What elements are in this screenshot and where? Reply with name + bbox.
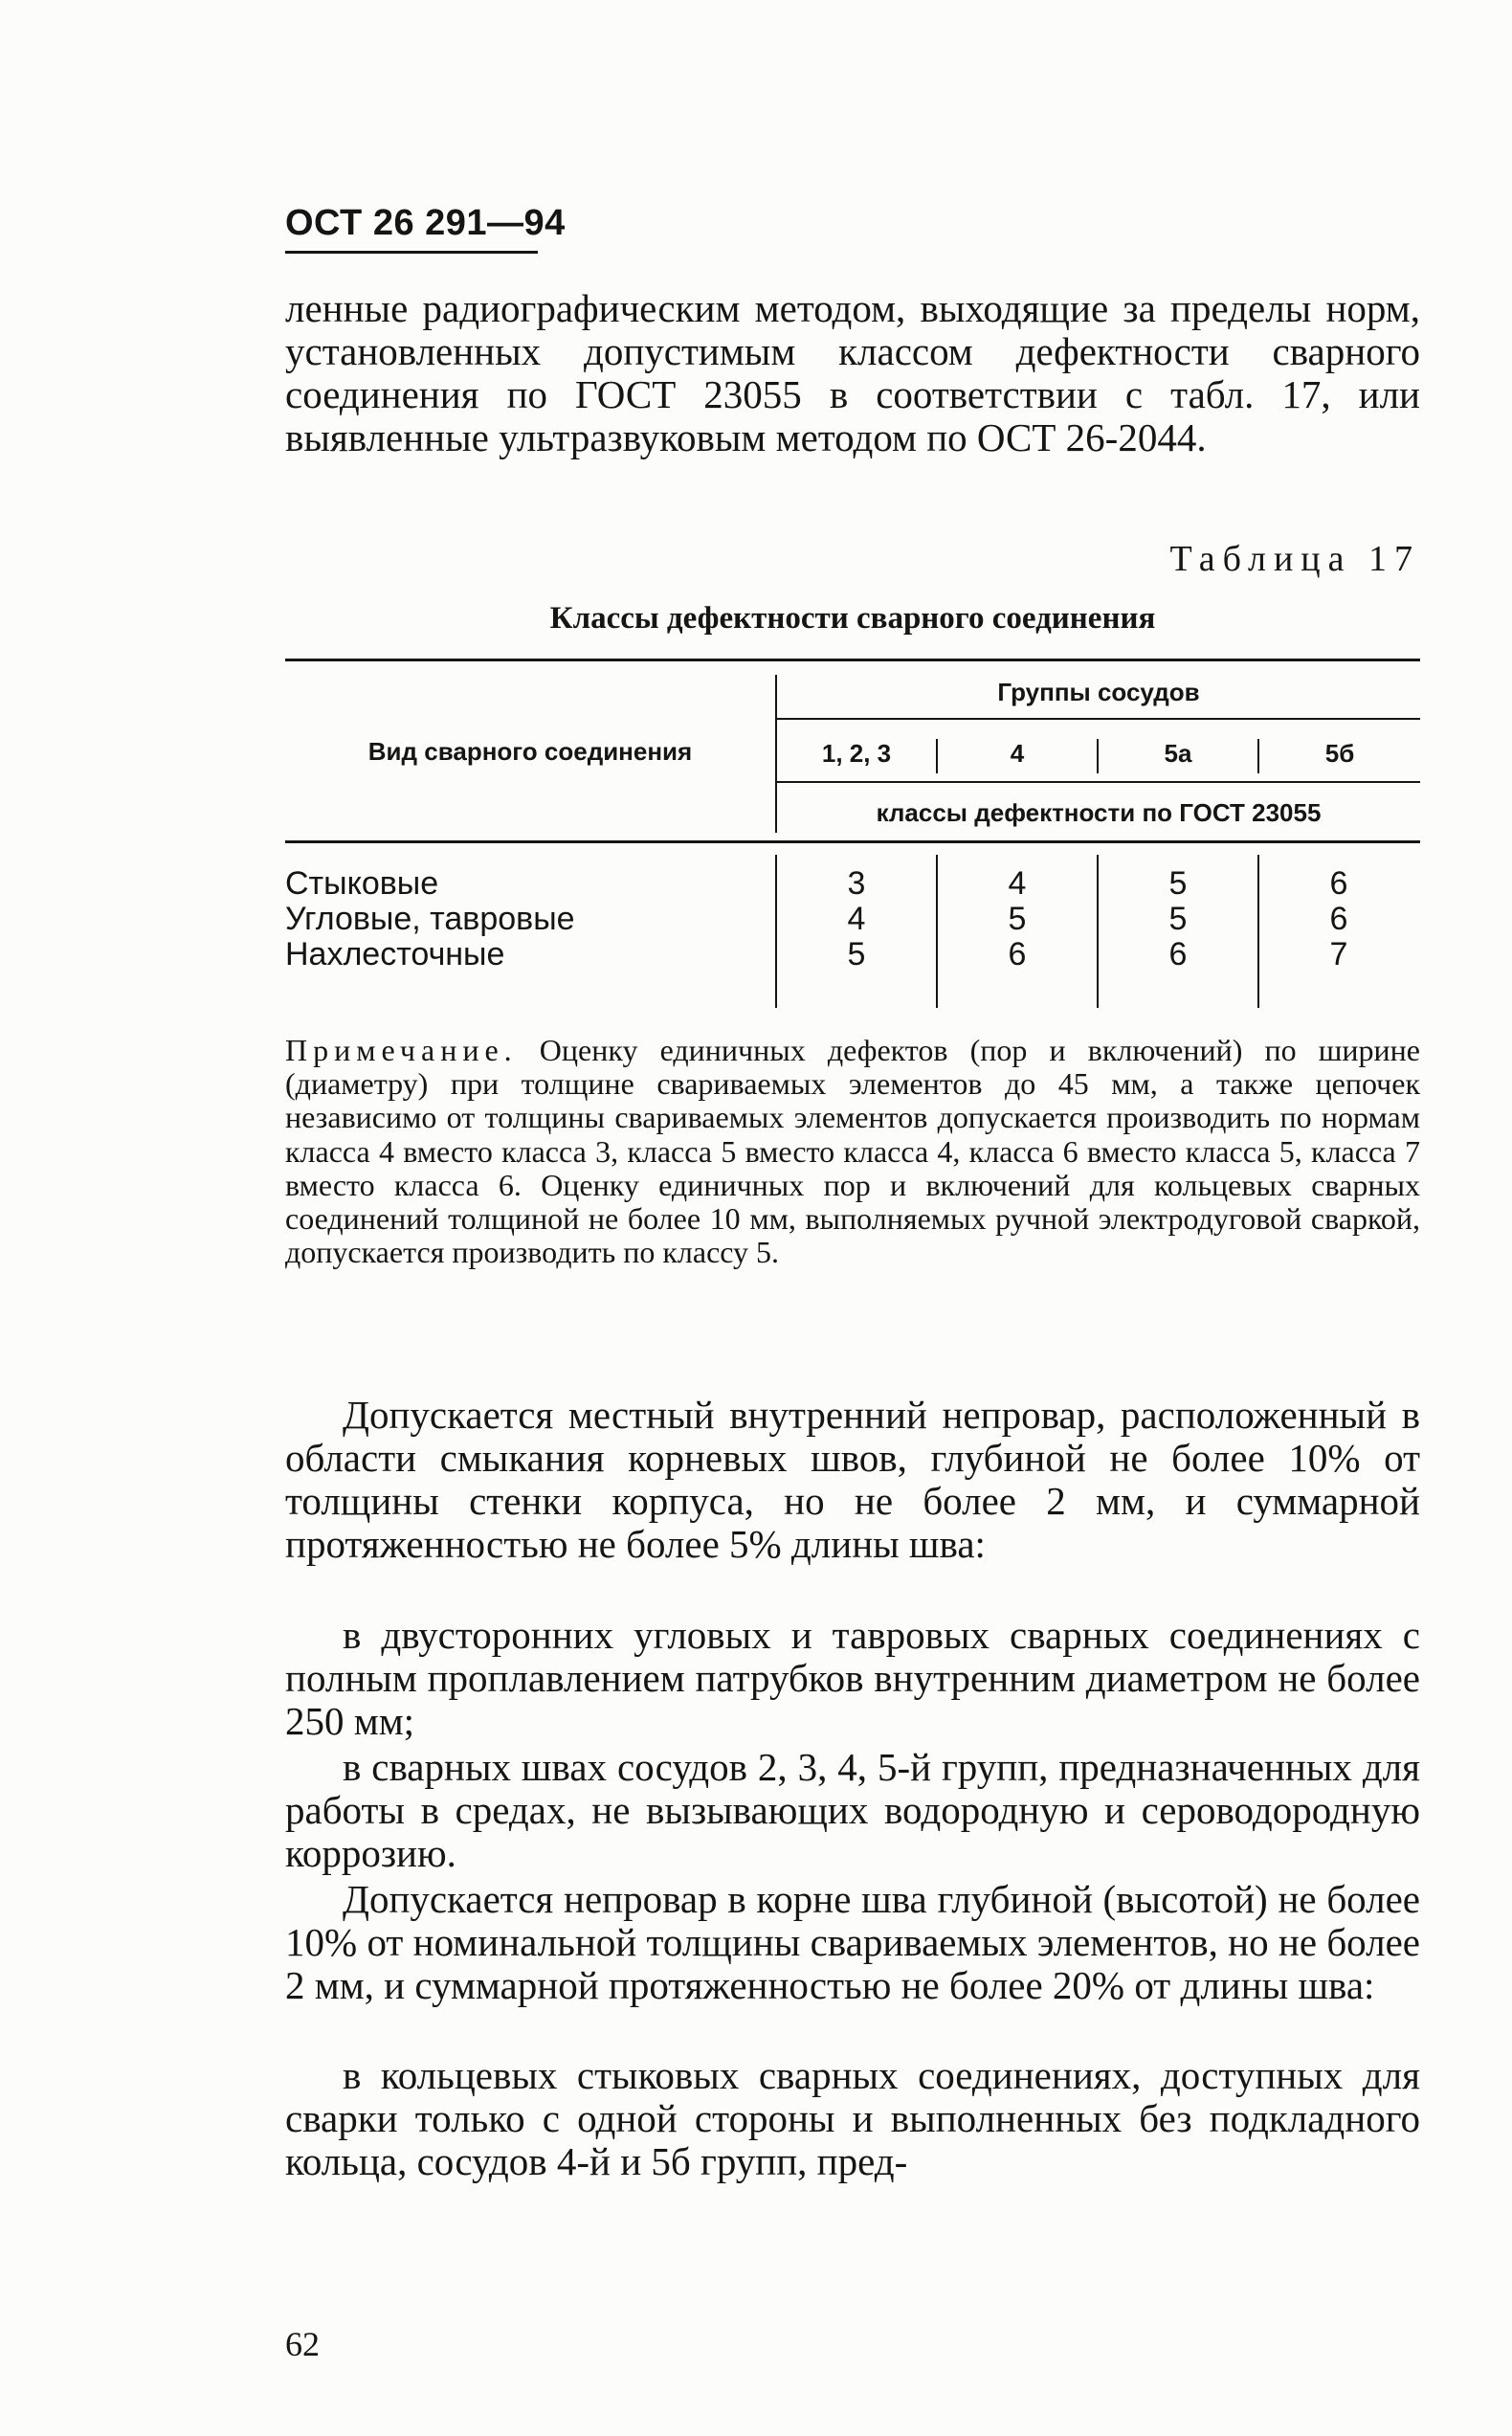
- paragraph-vessel-groups: в сварных швах сосудов 2, 3, 4, 5-й групп, предназначенных для работы в средах, не вызывающих водородную и сероводородную коррозию.: [285, 1745, 1420, 1875]
- paragraph-root-incomplete-penetration: Допускается непровар в корне шва глубиной (высотой) не более 10% от номинальной толщины свариваемых элементов, но не более 2 мм, и суммарной протяженностью не более 20% от длины шва:: [285, 1877, 1420, 2007]
- paragraph-circumferential-butt-joints: в кольцевых стыковых сварных соединениях, доступных для сварки только с одной стороны и выполненных без подкладного кольца, сосудов 4-й и 5б групп, пред-: [285, 2053, 1420, 2183]
- table-cell: 7: [1329, 936, 1348, 972]
- table-cell: 6: [1329, 865, 1348, 902]
- column-header-joint-type: Вид сварного соединения: [367, 737, 693, 766]
- document-code-header: ОСТ 26 291—94: [285, 203, 566, 243]
- intro-paragraph: ленные радиографическим методом, выходящие за пределы норм, установленных допустимым классом дефектности сварного соединения по ГОСТ 23055 в соответствии с табл. 17, или выявленные ультразвуковым методом по ОСТ 26-2044.: [285, 286, 1420, 459]
- group-numbers-underline: [777, 781, 1420, 783]
- table-cell: 5: [847, 936, 866, 972]
- table-cell: 5: [1168, 901, 1188, 937]
- table-cell: 3: [847, 865, 866, 902]
- column-header-vessel-groups: Группы сосудов: [997, 678, 1200, 706]
- page-number: 62: [285, 2325, 320, 2363]
- paragraph-local-incomplete-penetration: Допускается местный внутренний непровар, расположенный в области смыкания корневых швов, глубиной не более 10% от толщины стенки корпуса, но не более 2 мм, и суммарной протяженностью не более 5% длины шва:: [285, 1393, 1420, 1566]
- groups-underline: [777, 718, 1420, 720]
- table-title: Классы дефектности сварного соединения: [549, 601, 1156, 636]
- table-cell: 4: [847, 901, 866, 937]
- table-cell: 5: [1008, 901, 1027, 937]
- table-cell: 4: [1008, 865, 1027, 902]
- paragraph-two-sided-joints: в двусторонних угловых и тавровых сварных соединениях с полным проплавлением патрубков внутренним диаметром не более 250 мм;: [285, 1613, 1420, 1743]
- body-column-divider: [936, 855, 938, 1008]
- group-header: 4: [1010, 739, 1025, 768]
- table-row-label: Нахлесточные: [285, 936, 505, 972]
- body-column-divider: [1257, 855, 1259, 1008]
- note-label: Примечание.: [285, 1033, 518, 1067]
- body-column-divider: [775, 855, 777, 1008]
- table-top-rule: [285, 659, 1420, 661]
- table-number: Таблица 17: [1169, 539, 1420, 579]
- document-page: [285, 0, 1420, 2436]
- table-header-bottom-rule: [285, 840, 1420, 843]
- header-underline: [285, 251, 538, 254]
- table-cell: 6: [1329, 901, 1348, 937]
- table-cell: 5: [1168, 865, 1188, 902]
- defect-classes-caption: классы дефектности по ГОСТ 23055: [876, 798, 1322, 827]
- body-column-divider: [1097, 855, 1099, 1008]
- table-row-label: Стыковые: [285, 865, 439, 902]
- group-header: 1, 2, 3: [821, 739, 892, 768]
- table-note: [285, 1034, 1420, 1269]
- table-cell: 6: [1168, 936, 1188, 972]
- group-header: 5а: [1164, 739, 1192, 768]
- note-text: Оценку единичных дефектов (пор и включений) по ширине (диаметру) при толщине свариваемых элементов до 45 мм, а также цепочек независимо от толщины свариваемых элементов допускается производить по нормам класса 4 вместо класса 3, класса 5 вместо класса 4, класса 6 вместо класса 5, класса 7 вместо класса 6. Оценку единичных пор и включений для кольцевых сварных соединений толщиной не более 10 мм, выполняемых ручной электродуговой сваркой, допускается производить по классу 5.: [285, 1033, 1421, 1270]
- group-header: 5б: [1324, 739, 1355, 768]
- table-cell: 6: [1008, 936, 1027, 972]
- table-row-label: Угловые, тавровые: [285, 901, 575, 937]
